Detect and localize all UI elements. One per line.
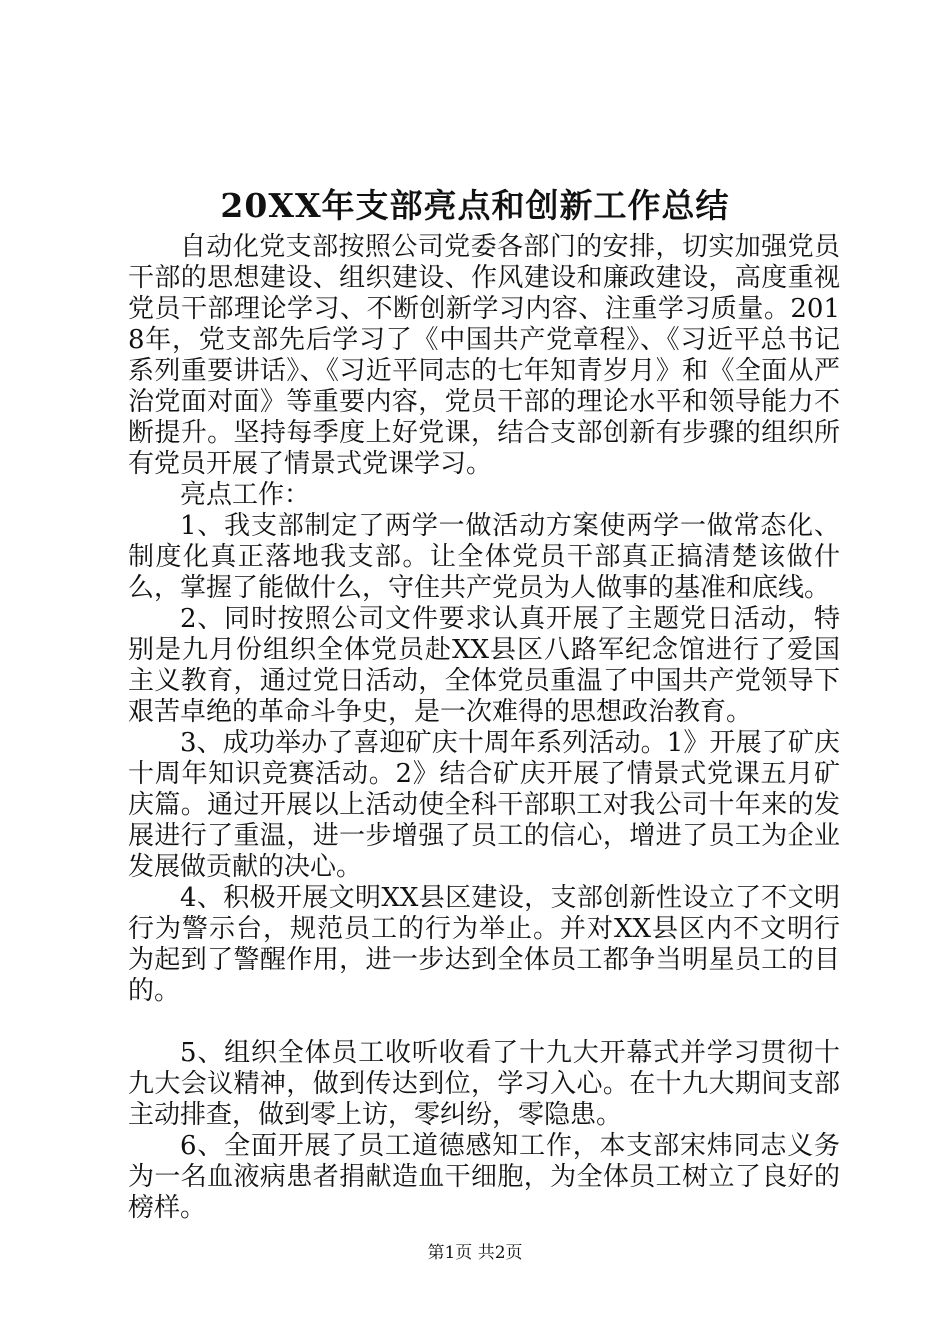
page-footer: 第1页 共2页 <box>427 1243 523 1263</box>
paragraph-item-5: 5、组织全体员工收听收看了十九大开幕式并学习贯彻十九大会议精神，做到传达到位，学习入心。在十九大期间支部主动排查，做到零上访，零纠纷，零隐患。 <box>128 1038 840 1130</box>
blank-line <box>128 1007 840 1038</box>
paragraph-intro: 自动化党支部按照公司党委各部门的安排，切实加强党员干部的思想建设、组织建设、作风建设和廉政建设，高度重视党员干部理论学习、不断创新学习内容、注重学习质量。2018年，党支部先后学习了《中国共产党章程》、《习近平总书记系列重要讲话》、《习近平同志的七年知青岁月》和《全面从严治党面对面》等重要内容，党员干部的理论水平和领导能力不断提升。坚持每季度上好党课，结合支部创新有步骤的组织所有党员开展了情景式党课学习。 <box>128 232 840 479</box>
paragraph-item-2: 2、同时按照公司文件要求认真开展了主题党日活动，特别是九月份组织全体党员赴XX县区八路军纪念馆进行了爱国主义教育，通过党日活动，全体党员重温了中国共产党领导下艰苦卓绝的革命斗争史，是一次难得的思想政治教育。 <box>128 604 840 727</box>
paragraph-highlights-heading: 亮点工作： <box>180 480 311 510</box>
document-title: 20XX年支部亮点和创新工作总结 <box>220 186 730 225</box>
document-body <box>128 232 840 1224</box>
paragraph-item-1: 1、我支部制定了两学一做活动方案使两学一做常态化、制度化真正落地我支部。让全体党员干部真正搞清楚该做什么，掌握了能做什么，守住共产党员为人做事的基准和底线。 <box>128 511 840 603</box>
paragraph-item-6: 6、全面开展了员工道德感知工作，本支部宋炜同志义务为一名血液病患者捐献造血干细胞，为全体员工树立了良好的榜样。 <box>128 1131 840 1223</box>
paragraph-item-3: 3、成功举办了喜迎矿庆十周年系列活动。1》开展了矿庆十周年知识竞赛活动。2》结合矿庆开展了情景式党课五月矿庆篇。通过开展以上活动使全科干部职工对我公司十年来的发展进行了重温，进一步增强了员工的信心，增进了员工为企业发展做贡献的决心。 <box>128 728 840 882</box>
paragraph-item-4: 4、积极开展文明XX县区建设，支部创新性设立了不文明行为警示台，规范员工的行为举止。并对XX县区内不文明行为起到了警醒作用，进一步达到全体员工都争当明星员工的目的。 <box>128 883 840 1006</box>
